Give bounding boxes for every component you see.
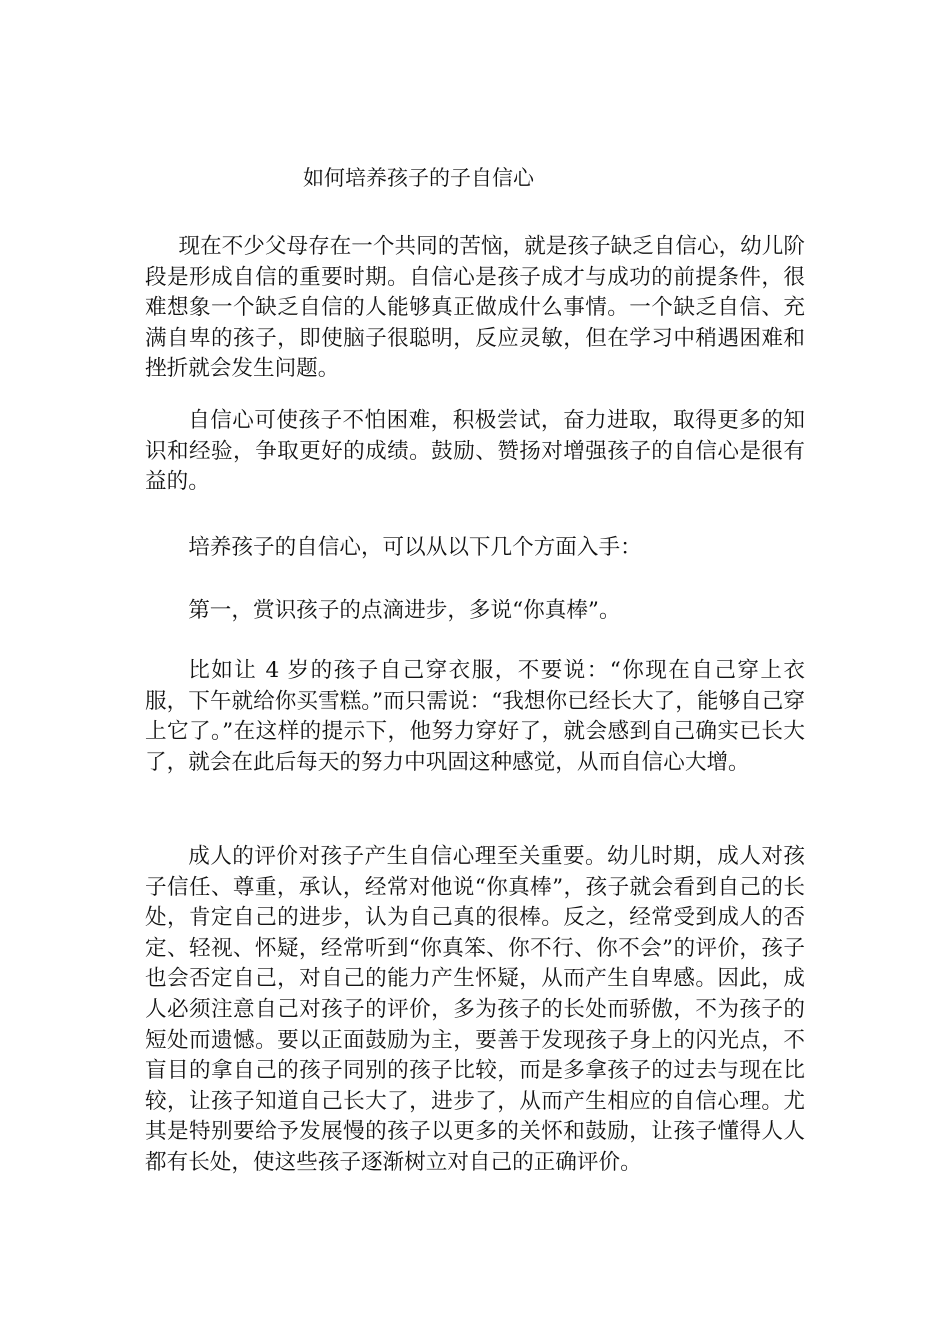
paragraph-example: 比如让 4 岁的孩子自己穿衣服，不要说：“你现在自己穿上衣服，下午就给你买雪糕。”而只需说：“我想你已经长大了，能够自己穿上它了。”在这样的提示下，他努力穿好了，就会感到自己确实已长大了，就会在此后每天的努力中巩固这种感觉，从而自信心大增。 — [145, 658, 805, 775]
paragraph-approaches: 培养孩子的自信心，可以从以下几个方面入手： — [188, 535, 642, 560]
paragraph-evaluation: 成人的评价对孩子产生自信心理至关重要。幼儿时期，成人对孩子信任、尊重，承认，经常对他说“你真棒”，孩子就会看到自己的长处，肯定自己的进步，认为自己真的很棒。反之，经常受到成人的否定、轻视、怀疑，经常听到“你真笨、你不行、你不会”的评价，孩子也会否定自己，对自己的能力产生怀疑，从而产生自卑感。因此，成人必须注意自己对孩子的评价，多为孩子的长处而骄傲，不为孩子的短处而遗憾。要以正面鼓励为主，要善于发现孩子身上的闪光点，不盲目的拿自己的孩子同别的孩子比较，而是多拿孩子的过去与现在比较，让孩子知道自己长大了，进步了，从而产生相应的自信心理。尤其是特别要给予发展慢的孩子以更多的关怀和鼓励，让孩子懂得人人都有长处，使这些孩子逐渐树立对自己的正确评价。 — [145, 844, 805, 1175]
paragraph-benefits: 自信心可使孩子不怕困难，积极尝试，奋力进取，取得更多的知识和经验，争取更好的成绩。鼓励、赞扬对增强孩子的自信心是很有益的。 — [145, 408, 805, 495]
paragraph-point-one: 第一，赏识孩子的点滴进步，多说“你真棒”。 — [188, 598, 621, 623]
paragraph-intro: 现在不少父母存在一个共同的苦恼，就是孩子缺乏自信心，幼儿阶段是形成自信的重要时期。自信心是孩子成才与成功的前提条件，很难想象一个缺乏自信的人能够真正做成什么事情。一个缺乏自信、充满自卑的孩子，即使脑子很聪明，反应灵敏，但在学习中稍遇困难和挫折就会发生问题。 — [145, 234, 805, 382]
document-title: 如何培养孩子的子自信心 — [303, 166, 534, 190]
